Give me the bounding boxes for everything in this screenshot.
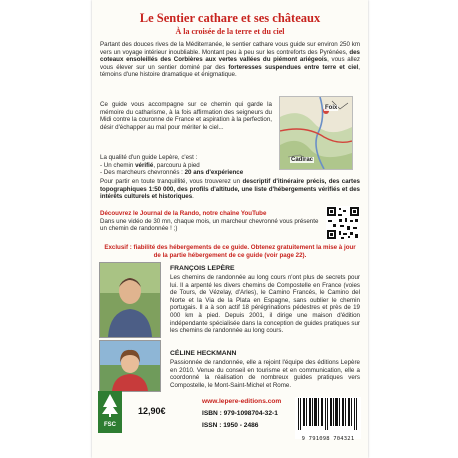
intro-text-1: Partant des douces rives de la Méditerranée, le sentier cathare vous guide sur environ 250 km vers un voyage intérieur inoubliable. Montant peu à peu sur les contreforts des Pyrénées, [100, 41, 360, 56]
tree-icon [98, 391, 122, 419]
website-link[interactable]: www.lepere-editions.com [202, 398, 282, 405]
details-text-2: . [192, 193, 194, 201]
intro-text-3: , témoins d'une histoire dramatique et énigmatique. [100, 63, 361, 79]
exclusive-text-1: Exclusif : fiabilité des hébergements de ce guide. Obtenez gratuitement la mise à jour de la partie hébergement de ce guide [104, 244, 356, 259]
quality-intro: La qualité d'un guide Lepère, c'est : [100, 154, 198, 161]
quality-line-1-text: - Un chemin [100, 161, 136, 169]
book-back-cover [92, 0, 368, 458]
fsc-logo [98, 391, 122, 433]
quality-line-2-bold: 20 ans d'expérience [184, 169, 244, 177]
intro-bold-2: forteresses suspendues entre terre et ciel [228, 63, 359, 71]
author-photo-celine [99, 340, 161, 392]
intro-paragraph [100, 41, 360, 79]
youtube-text: Dans une vidéo de 30 mn, chaque mois, un marcheur chevronné vous présente un chemin de randonnée ! ;) [100, 217, 319, 233]
quality-line-1 [100, 162, 272, 170]
route-map [279, 96, 353, 170]
book-subtitle: À la croisée de la terre et du ciel [175, 27, 285, 36]
qr-code[interactable] [326, 206, 360, 240]
purpose-paragraph: Ce guide vous accompagne sur ce chemin qui garde la mémoire du catharisme, à la fois affirmation des seigneurs du Midi contre la couronne de France et aspiration à la perfection, désir d'échapper au mal pour mériter le ciel... [100, 101, 272, 131]
author-name-celine: CÉLINE HECKMANN [170, 350, 237, 357]
barcode [295, 397, 361, 442]
author-bio-francois: Les chemins de randonnée au long cours n'ont plus de secrets pour lui. Il a arpenté les divers chemins de Compostelle en France (voies de Tours, de Vézelay, d'Arles), le Camino Francés, le Camino del Norte et la Via de la Plata en Espagne, sans oublier le chemin portugais. Il a à son actif 18 pérégrinations pédestres et près de 19 000 km à pied. Depuis 2001, il dirige une maison d'édition indépendante spécialisée dans la conception de guides pratiques sur les chemins de randonnée au long cours. [170, 274, 360, 335]
author-bio-celine: Passionnée de randonnée, elle a rejoint l'équipe des éditions Lepère en 2010. Venue du conseil en tourisme et en communication, elle a coordonné la réalisation de nombreux guides pratiques vers Compostelle, le Mont-Saint-Michel et Rome. [170, 359, 360, 389]
author-photo-francois-graphic [100, 263, 160, 337]
quality-line-1-end: , parcouru à pied [153, 161, 200, 169]
barcode-graphic [295, 397, 361, 431]
book-title: Le Sentier cathare et ses châteaux [139, 11, 321, 25]
quality-line-2 [100, 169, 272, 177]
author-photo-francois [99, 262, 161, 338]
map-label-cadirac: Cadirac [291, 157, 314, 163]
exclusive-notice [100, 244, 360, 259]
author-photo-celine-graphic [100, 341, 160, 391]
author-name-francois: FRANÇOIS LEPÈRE [170, 265, 235, 272]
issn: ISSN : 1950 - 2486 [202, 422, 259, 429]
isbn: ISBN : 979-1098704-32-1 [202, 410, 278, 417]
intro-bold-1: des coteaux ensoleillés des Corbières aux vertes vallées du piémont ariégeois [100, 48, 360, 64]
fsc-logo-label: FSC [104, 422, 116, 428]
intro-text-2: , vous allez vous élever sur un sentier dominé par des [100, 56, 360, 71]
details-text-1: Pour partir en toute tranquillité, vous trouverez un [100, 178, 243, 185]
details-paragraph [100, 178, 360, 201]
map-label-foix: Foix [325, 105, 338, 111]
quality-section [100, 154, 272, 177]
qr-code-graphic [326, 206, 360, 240]
details-bold-1: descriptif d'itinéraire précis, des cartes topographiques 1:50 000, des profils d'altitude, une liste d'hébergements vérifiés et des intérêts culturels et historiques [100, 178, 360, 201]
youtube-heading[interactable]: Découvrez le Journal de la Rando, notre chaîne YouTube [100, 210, 267, 217]
exclusive-text-2: . [304, 251, 307, 259]
quality-line-1-bold: vérifié [135, 161, 154, 169]
youtube-section [100, 210, 322, 233]
quality-line-2-text: - Des marcheurs chevronnés : [100, 169, 185, 177]
price: 12,90€ [138, 406, 166, 416]
barcode-number: 9 791098 704321 [301, 436, 355, 442]
exclusive-page-ref: (voir page 22) [264, 251, 305, 259]
